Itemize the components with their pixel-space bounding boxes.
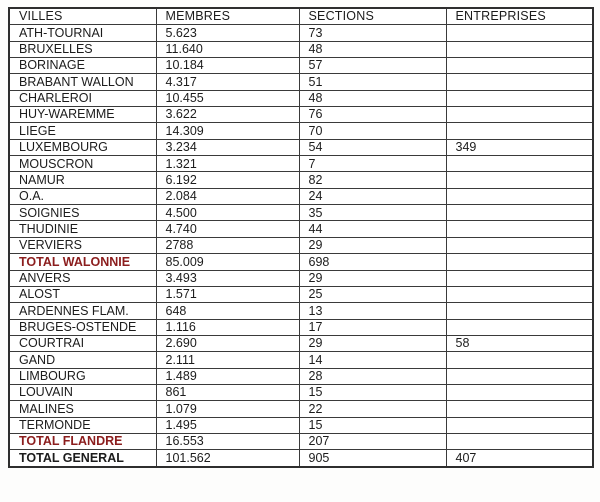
cell-sections: 57: [299, 58, 446, 74]
table-row: [9, 107, 593, 123]
table-row: [9, 156, 593, 172]
cell-membres: 10.455: [156, 90, 299, 106]
table-row: [9, 139, 593, 155]
table-row: [9, 123, 593, 139]
cell-villes: LIMBOURG: [9, 368, 156, 384]
cell-membres: 4.740: [156, 221, 299, 237]
cell-entreprises: [446, 286, 593, 302]
table-row: [9, 58, 593, 74]
table-row: [9, 286, 593, 302]
cell-entreprises: [446, 205, 593, 221]
column-header-sections: SECTIONS: [299, 8, 446, 25]
cell-membres: 1.489: [156, 368, 299, 384]
cell-sections: 22: [299, 401, 446, 417]
cell-membres: 1.495: [156, 417, 299, 433]
table-row: [9, 221, 593, 237]
cell-villes: LOUVAIN: [9, 384, 156, 400]
cell-villes: VERVIERS: [9, 237, 156, 253]
cell-villes: LUXEMBOURG: [9, 139, 156, 155]
cell-villes: SOIGNIES: [9, 205, 156, 221]
cell-membres: 14.309: [156, 123, 299, 139]
cell-villes: TOTAL FLANDRE: [9, 433, 156, 449]
cell-villes: MALINES: [9, 401, 156, 417]
cell-sections: 698: [299, 254, 446, 270]
table-row: [9, 254, 593, 270]
cell-villes: TOTAL GENERAL: [9, 450, 156, 467]
cell-sections: 76: [299, 107, 446, 123]
cell-entreprises: [446, 319, 593, 335]
cell-entreprises: [446, 188, 593, 204]
cell-membres: 2.084: [156, 188, 299, 204]
cell-sections: 15: [299, 417, 446, 433]
table-row: [9, 417, 593, 433]
cell-villes: THUDINIE: [9, 221, 156, 237]
cell-villes: LIEGE: [9, 123, 156, 139]
cell-sections: 29: [299, 270, 446, 286]
cell-villes: TERMONDE: [9, 417, 156, 433]
table-row: [9, 303, 593, 319]
table-row: [9, 335, 593, 351]
cell-membres: 10.184: [156, 58, 299, 74]
column-header-membres: MEMBRES: [156, 8, 299, 25]
cell-membres: 1.079: [156, 401, 299, 417]
cell-entreprises: [446, 90, 593, 106]
cell-sections: 7: [299, 156, 446, 172]
table-row: [9, 352, 593, 368]
cell-villes: ATH-TOURNAI: [9, 25, 156, 41]
table-row: [9, 368, 593, 384]
cell-sections: 35: [299, 205, 446, 221]
cell-entreprises: [446, 368, 593, 384]
cell-sections: 14: [299, 352, 446, 368]
table-row: [9, 205, 593, 221]
table-row: [9, 74, 593, 90]
cell-sections: 25: [299, 286, 446, 302]
cell-membres: 4.500: [156, 205, 299, 221]
cell-villes: BRUXELLES: [9, 41, 156, 57]
cell-sections: 24: [299, 188, 446, 204]
cell-sections: 73: [299, 25, 446, 41]
column-header-entreprises: ENTREPRISES: [446, 8, 593, 25]
cell-membres: 2.690: [156, 335, 299, 351]
cell-sections: 17: [299, 319, 446, 335]
cell-entreprises: [446, 41, 593, 57]
membership-table: [8, 7, 594, 468]
cell-entreprises: [446, 417, 593, 433]
cell-villes: HUY-WAREMME: [9, 107, 156, 123]
cell-sections: 905: [299, 450, 446, 467]
cell-villes: ALOST: [9, 286, 156, 302]
cell-villes: BRABANT WALLON: [9, 74, 156, 90]
cell-membres: 6.192: [156, 172, 299, 188]
cell-entreprises: [446, 58, 593, 74]
cell-entreprises: [446, 172, 593, 188]
cell-entreprises: [446, 352, 593, 368]
cell-entreprises: [446, 303, 593, 319]
cell-membres: 861: [156, 384, 299, 400]
table-row: [9, 401, 593, 417]
cell-entreprises: [446, 384, 593, 400]
cell-sections: 44: [299, 221, 446, 237]
cell-villes: ANVERS: [9, 270, 156, 286]
cell-villes: NAMUR: [9, 172, 156, 188]
cell-sections: 48: [299, 41, 446, 57]
cell-membres: 2788: [156, 237, 299, 253]
cell-entreprises: 58: [446, 335, 593, 351]
cell-villes: MOUSCRON: [9, 156, 156, 172]
table-body: [9, 25, 593, 467]
cell-membres: 3.493: [156, 270, 299, 286]
cell-entreprises: [446, 237, 593, 253]
cell-membres: 648: [156, 303, 299, 319]
cell-membres: 1.321: [156, 156, 299, 172]
cell-villes: O.A.: [9, 188, 156, 204]
cell-villes: COURTRAI: [9, 335, 156, 351]
cell-membres: 101.562: [156, 450, 299, 467]
cell-villes: BRUGES-OSTENDE: [9, 319, 156, 335]
cell-sections: 15: [299, 384, 446, 400]
cell-villes: GAND: [9, 352, 156, 368]
cell-sections: 28: [299, 368, 446, 384]
cell-entreprises: [446, 156, 593, 172]
table-row: [9, 90, 593, 106]
cell-membres: 2.111: [156, 352, 299, 368]
cell-sections: 70: [299, 123, 446, 139]
cell-entreprises: 407: [446, 450, 593, 467]
cell-entreprises: [446, 221, 593, 237]
cell-sections: 13: [299, 303, 446, 319]
table-row: [9, 25, 593, 41]
cell-membres: 11.640: [156, 41, 299, 57]
cell-entreprises: [446, 401, 593, 417]
cell-villes: CHARLEROI: [9, 90, 156, 106]
table-row: [9, 270, 593, 286]
table-row: [9, 41, 593, 57]
table-row: [9, 319, 593, 335]
cell-membres: 4.317: [156, 74, 299, 90]
cell-entreprises: [446, 107, 593, 123]
cell-sections: 207: [299, 433, 446, 449]
cell-entreprises: 349: [446, 139, 593, 155]
table-row: [9, 433, 593, 449]
cell-membres: 85.009: [156, 254, 299, 270]
cell-sections: 29: [299, 237, 446, 253]
cell-membres: 5.623: [156, 25, 299, 41]
cell-villes: TOTAL WALONNIE: [9, 254, 156, 270]
cell-membres: 3.234: [156, 139, 299, 155]
table-row: [9, 188, 593, 204]
header-row: [9, 8, 593, 25]
cell-sections: 48: [299, 90, 446, 106]
cell-entreprises: [446, 270, 593, 286]
table-row: [9, 237, 593, 253]
table-header: [9, 8, 593, 25]
table-row: [9, 384, 593, 400]
cell-entreprises: [446, 25, 593, 41]
cell-sections: 51: [299, 74, 446, 90]
cell-entreprises: [446, 123, 593, 139]
cell-sections: 82: [299, 172, 446, 188]
cell-villes: BORINAGE: [9, 58, 156, 74]
cell-entreprises: [446, 433, 593, 449]
table-row: [9, 450, 593, 467]
cell-villes: ARDENNES FLAM.: [9, 303, 156, 319]
cell-membres: 1.571: [156, 286, 299, 302]
table-row: [9, 172, 593, 188]
cell-membres: 3.622: [156, 107, 299, 123]
cell-membres: 16.553: [156, 433, 299, 449]
cell-entreprises: [446, 74, 593, 90]
column-header-villes: VILLES: [9, 8, 156, 25]
cell-sections: 29: [299, 335, 446, 351]
cell-membres: 1.116: [156, 319, 299, 335]
cell-sections: 54: [299, 139, 446, 155]
cell-entreprises: [446, 254, 593, 270]
